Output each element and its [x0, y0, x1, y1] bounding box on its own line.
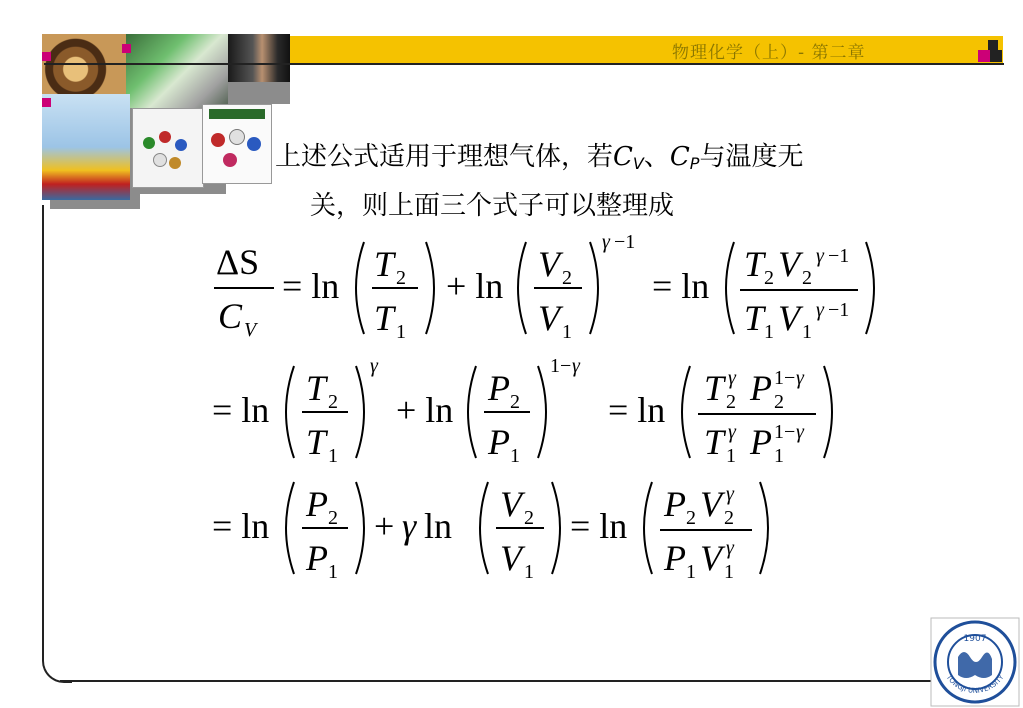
svg-text:γ: γ — [602, 231, 610, 253]
svg-text:2: 2 — [802, 267, 812, 289]
svg-text:V: V — [700, 538, 722, 578]
header-title: 物理化学（上）- 第二章 — [672, 43, 866, 63]
svg-text:T: T — [704, 422, 725, 462]
svg-text:1: 1 — [764, 321, 774, 343]
svg-text:ln: ln — [424, 506, 453, 546]
molecule-book-image — [132, 108, 204, 188]
svg-text:1: 1 — [328, 445, 338, 467]
svg-text:1: 1 — [524, 561, 534, 583]
svg-text:V: V — [538, 244, 560, 284]
svg-text:V: V — [244, 319, 257, 341]
svg-text:1−: 1− — [774, 367, 796, 389]
svg-text:γ: γ — [402, 506, 417, 546]
svg-text:P: P — [488, 422, 510, 462]
svg-text:V: V — [778, 244, 800, 284]
equation-entropy-pv — [212, 472, 892, 586]
svg-text:= ln: = ln — [652, 266, 710, 306]
handshake-image — [228, 34, 290, 82]
svg-text:2: 2 — [686, 507, 696, 529]
corner-decoration — [978, 40, 1006, 66]
chemistry-flask-image — [126, 34, 228, 108]
svg-text:γ: γ — [816, 299, 824, 321]
svg-text:+ ln: + ln — [446, 266, 504, 306]
header-bar — [290, 36, 1003, 63]
svg-text:2: 2 — [396, 267, 406, 289]
accent-square — [42, 52, 51, 61]
svg-text:1: 1 — [396, 321, 406, 343]
svg-text:= ln: = ln — [608, 390, 666, 430]
svg-text:1: 1 — [802, 321, 812, 343]
svg-text:1: 1 — [686, 561, 696, 583]
svg-text:2: 2 — [510, 391, 520, 413]
intro-line2: 关，则上面三个式子可以整理成 — [310, 191, 675, 221]
svg-text:−1: −1 — [614, 231, 636, 253]
svg-text:1−: 1− — [774, 421, 796, 443]
svg-text:2: 2 — [726, 391, 736, 413]
svg-text:P: P — [306, 538, 328, 578]
accent-square — [42, 98, 51, 107]
svg-text:T: T — [744, 244, 765, 284]
compass-image — [42, 34, 126, 98]
svg-text:= ln: = ln — [282, 266, 340, 306]
svg-text:P: P — [750, 422, 772, 462]
svg-text:T: T — [306, 368, 327, 408]
svg-text:1: 1 — [726, 445, 736, 467]
intro-text — [275, 136, 803, 227]
svg-text:+ ln: + ln — [396, 390, 454, 430]
equation-entropy-tv — [212, 232, 892, 346]
frame-left-border — [42, 205, 44, 651]
svg-text:= ln: = ln — [212, 506, 270, 546]
svg-text:−1: −1 — [828, 245, 850, 267]
logo-text: TONGJI UNIVERSITY — [944, 673, 1006, 695]
svg-text:γ: γ — [796, 367, 804, 389]
svg-text:P: P — [488, 368, 510, 408]
svg-text:= ln: = ln — [570, 506, 628, 546]
svg-text:2: 2 — [724, 507, 734, 529]
university-logo — [930, 617, 1020, 707]
svg-text:2: 2 — [774, 391, 784, 413]
svg-text:2: 2 — [328, 391, 338, 413]
frame-corner — [42, 645, 72, 683]
svg-text:V: V — [700, 484, 722, 524]
lab-glassware-image — [42, 94, 130, 200]
frame-bottom-border — [60, 680, 935, 682]
svg-text:2: 2 — [562, 267, 572, 289]
svg-text:V: V — [778, 298, 800, 338]
svg-text:P: P — [664, 538, 686, 578]
molecule-book-image-2 — [202, 104, 272, 184]
svg-text:ΔS: ΔS — [216, 242, 260, 282]
equation-entropy-tp — [212, 356, 892, 470]
svg-text:1: 1 — [510, 445, 520, 467]
svg-text:γ: γ — [572, 355, 580, 377]
svg-text:= ln: = ln — [212, 390, 270, 430]
svg-text:1: 1 — [774, 445, 784, 467]
svg-text:1: 1 — [328, 561, 338, 583]
svg-text:−1: −1 — [828, 299, 850, 321]
svg-text:T: T — [744, 298, 765, 338]
svg-text:V: V — [500, 538, 522, 578]
svg-text:V: V — [538, 298, 560, 338]
svg-text:P: P — [664, 484, 686, 524]
svg-text:γ: γ — [370, 355, 378, 377]
svg-text:1: 1 — [724, 561, 734, 583]
svg-text:P: P — [750, 368, 772, 408]
svg-text:C: C — [218, 296, 243, 336]
svg-text:T: T — [306, 422, 327, 462]
svg-text:γ: γ — [728, 367, 736, 389]
svg-text:γ: γ — [728, 421, 736, 443]
svg-text:γ: γ — [726, 537, 734, 559]
svg-text:2: 2 — [764, 267, 774, 289]
header-divider — [44, 63, 1004, 65]
intro-line1: 上述公式适用于理想气体，若$C_V$、$C_P$与温度无 — [275, 142, 804, 173]
logo-year: 1907 — [963, 634, 987, 644]
header-image-collage — [42, 34, 292, 209]
svg-text:γ: γ — [726, 483, 734, 505]
svg-text:P: P — [306, 484, 328, 524]
accent-square — [122, 44, 131, 53]
svg-text:2: 2 — [328, 507, 338, 529]
svg-text:γ: γ — [816, 245, 824, 267]
svg-text:T: T — [374, 244, 395, 284]
svg-text:1−: 1− — [550, 355, 572, 377]
svg-text:V: V — [500, 484, 522, 524]
svg-text:2: 2 — [524, 507, 534, 529]
svg-text:T: T — [374, 298, 395, 338]
svg-text:1: 1 — [562, 321, 572, 343]
svg-text:γ: γ — [796, 421, 804, 443]
svg-text:T: T — [704, 368, 725, 408]
svg-text:+: + — [374, 506, 395, 546]
